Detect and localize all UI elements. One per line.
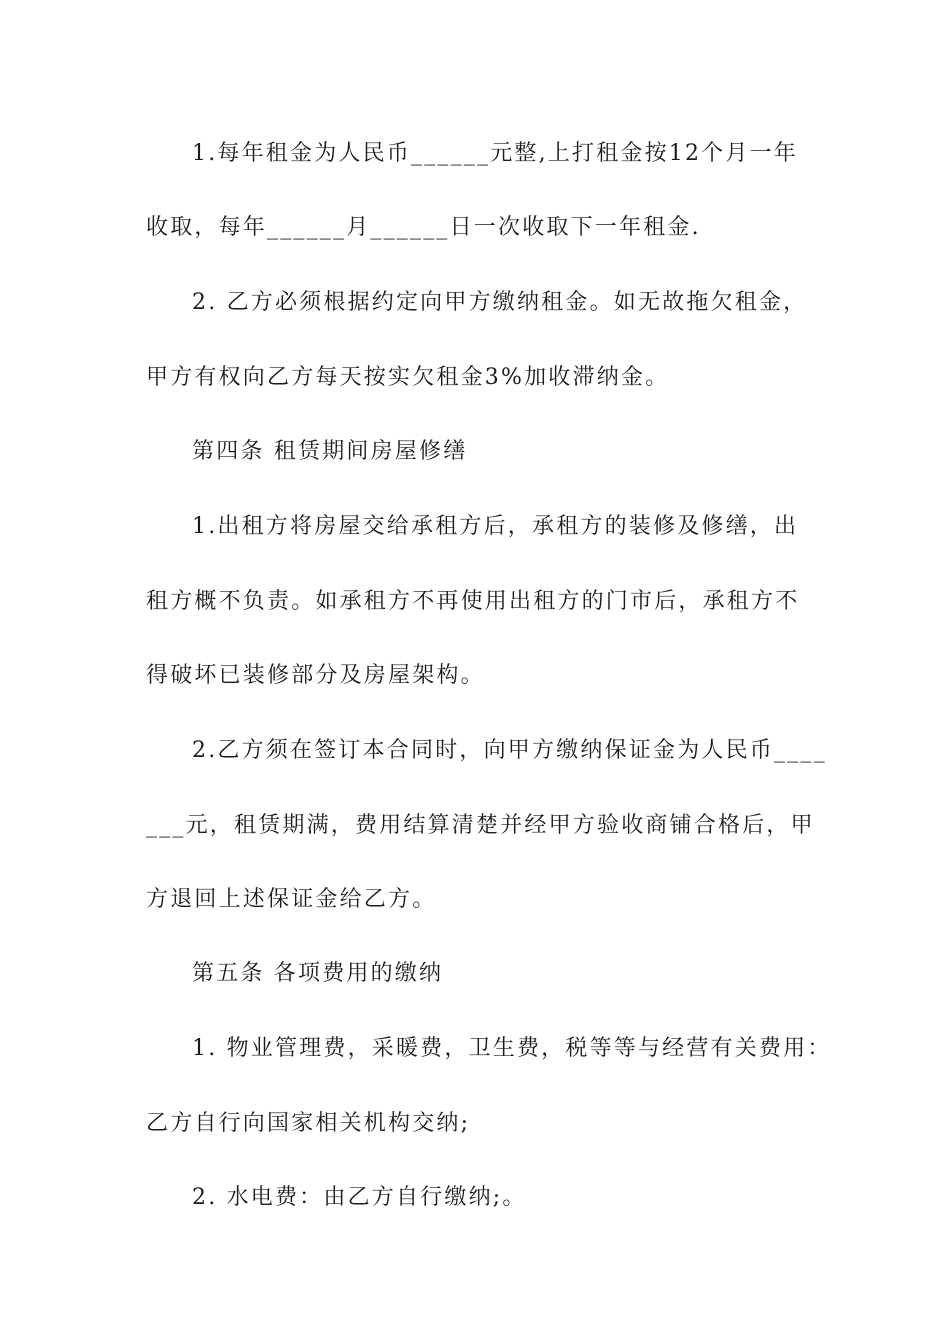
paragraph-line: 乙方自行向国家相关机构交纳;: [146, 1111, 471, 1136]
paragraph-line: 1. 物业管理费，采暖费，卫生费，税等等与经营有关费用：: [192, 1036, 832, 1061]
paragraph-line: 1.每年租金为人民币______元整,上打租金按12个月一年: [192, 141, 798, 166]
paragraph-line: 方退回上述保证金给乙方。: [146, 887, 437, 912]
paragraph-line: 2. 水电费：由乙方自行缴纳;。: [192, 1185, 527, 1210]
paragraph-line: 2.乙方须在签订本合同时，向甲方缴纳保证金为人民币____: [192, 738, 827, 763]
paragraph-line: 得破坏已装修部分及房屋架构。: [146, 663, 485, 688]
paragraph-line: ___元，租赁期满，费用结算清楚并经甲方验收商铺合格后，甲: [146, 813, 815, 838]
paragraph-line: 租方概不负责。如承租方不再使用出租方的门市后，承租方不: [146, 589, 800, 614]
section-heading: 第四条 租赁期间房屋修缮: [192, 439, 468, 464]
paragraph-line: 收取，每年______月______日一次收取下一年租金.: [146, 215, 701, 240]
paragraph-line: 1.出租方将房屋交给承租方后，承租方的装修及修缮，出: [192, 514, 799, 539]
paragraph-line: 甲方有权向乙方每天按实欠租金3%加收滞纳金。: [146, 365, 670, 390]
paragraph-line: 2. 乙方必须根据约定向甲方缴纳租金。如无故拖欠租金，: [192, 290, 808, 315]
section-heading: 第五条 各项费用的缴纳: [192, 961, 444, 986]
